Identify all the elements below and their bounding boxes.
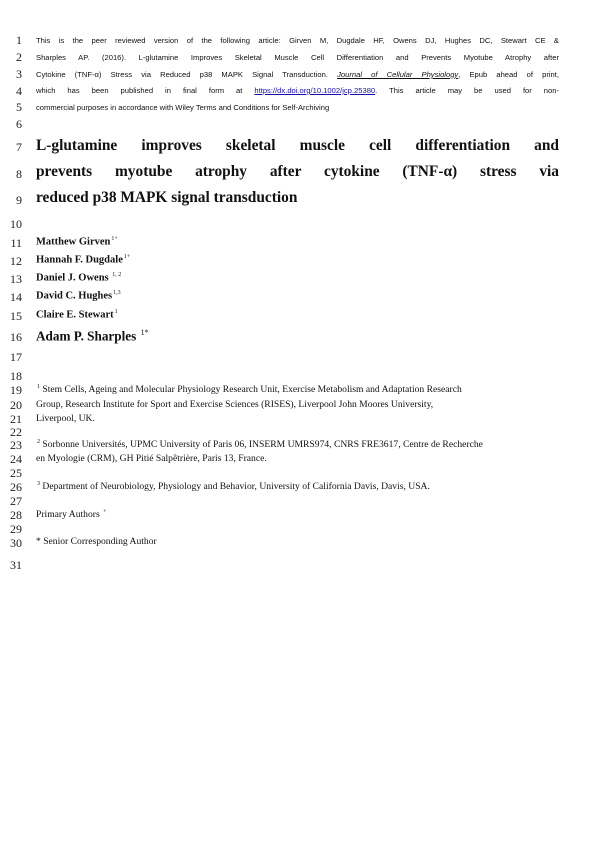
notice-line	[36, 70, 559, 79]
affiliation-line: en Myologie (CRM), GH Pitié Salpêtrière, Paris 13, France.	[36, 453, 267, 464]
author-entry	[36, 272, 559, 284]
author-name: Adam P. Sharples	[36, 328, 137, 344]
line-number: 11	[10, 236, 22, 250]
line-number: 10	[10, 217, 22, 231]
author-affiliation-mark: 1+	[123, 254, 131, 260]
line-number: 4	[16, 84, 22, 98]
author-name: Matthew Girven	[36, 236, 111, 248]
line-number: 12	[10, 254, 22, 268]
line-number: 29	[10, 522, 22, 536]
author-name: Hannah F. Dugdale	[36, 254, 123, 266]
author-entry	[36, 309, 559, 321]
line-number: 20	[10, 398, 22, 412]
affiliation-text: Stem Cells, Ageing and Molecular Physiology Research Unit, Exercise Metabolism and Adaptation Research	[42, 384, 462, 396]
line-number: 5	[16, 100, 22, 114]
notice-line	[36, 86, 559, 95]
line-number: 15	[10, 309, 22, 323]
line-number: 2	[16, 50, 22, 64]
notice-text: which has been published in final form at	[36, 86, 255, 95]
line-number: 19	[10, 383, 22, 397]
affiliation-line	[36, 481, 559, 492]
line-number: 21	[10, 412, 22, 426]
affiliation-text: Department of Neurobiology, Physiology and Behavior, University of California Davis, Davis, USA.	[42, 481, 430, 493]
author-entry	[36, 328, 559, 344]
author-name: David C. Hughes	[36, 290, 113, 302]
affiliation-line	[36, 384, 559, 395]
line-number: 1	[16, 33, 22, 47]
line-number: 24	[10, 452, 22, 466]
line-number: 8	[16, 167, 22, 181]
line-number: 13	[10, 272, 22, 286]
author-affiliation-mark: 1*	[140, 328, 149, 337]
line-number: 17	[10, 350, 22, 364]
line-number: 6	[16, 117, 22, 131]
notice-line: This is the peer reviewed version of the following article: Girven M, Dugdale HF, Owens DJ, Hughes DC, Stewart CE &	[36, 36, 559, 45]
author-affiliation-mark: 1+	[111, 236, 118, 242]
line-number: 3	[16, 67, 22, 81]
line-number: 31	[10, 558, 22, 572]
author-entry	[36, 290, 559, 302]
line-number: 7	[16, 140, 22, 154]
author-entry	[36, 236, 559, 248]
line-number: 23	[10, 438, 22, 452]
author-name: Daniel J. Owens	[36, 272, 109, 284]
line-number: 18	[10, 369, 22, 383]
line-number: 14	[10, 290, 22, 304]
notice-line: Sharples AP. (2016). L-glutamine Improves Skeletal Muscle Cell Differentiation and Prevents Myotube Atrophy after	[36, 53, 559, 62]
line-number: 25	[10, 466, 22, 480]
affiliation-number: 1	[37, 384, 40, 390]
author-name: Claire E. Stewart	[36, 309, 114, 321]
author-affiliation-mark: 1,3	[113, 290, 121, 296]
line-number: 22	[10, 425, 22, 439]
line-number: 26	[10, 480, 22, 494]
affiliation-line: Liverpool, UK.	[36, 413, 95, 424]
line-number: 30	[10, 536, 22, 550]
author-affiliation-mark: 1	[114, 309, 118, 315]
notice-line: commercial purposes in accordance with Wiley Terms and Conditions for Self-Archiving	[36, 103, 330, 112]
line-number: 28	[10, 508, 22, 522]
author-entry	[36, 254, 559, 266]
affiliation-line: Group, Research Institute for Sport and Exercise Sciences (RISES), Liverpool John Moores University,	[36, 399, 434, 410]
author-affiliation-mark: 1, 2	[112, 272, 122, 278]
affiliation-number: 2	[37, 439, 40, 445]
title-line: L-glutamine improves skeletal muscle cell differentiation and	[36, 137, 559, 154]
journal-link[interactable]: Journal of Cellular Physiology	[337, 70, 459, 79]
notice-text: . This article may be used for non-	[375, 86, 559, 95]
affiliation-number: 3	[37, 481, 40, 487]
notice-text: Cytokine (TNF-α) Stress via Reduced p38 MAPK Signal Transduction.	[36, 70, 338, 79]
line-number: 16	[10, 330, 22, 344]
affiliation-line	[36, 439, 559, 450]
affiliation-text: Sorbonne Universités, UPMC University of Paris 06, INSERM UMRS974, CNRS FRE3617, Centre de Recherche	[42, 439, 483, 451]
doi-link[interactable]: https://dx.doi.org/10.1002/jcp.25380	[254, 86, 376, 95]
primary-authors-note: Primary Authors +	[36, 509, 107, 521]
notice-text: , Epub ahead of print,	[458, 70, 559, 79]
title-line: prevents myotube atrophy after cytokine (TNF-α) stress via	[36, 163, 559, 180]
senior-author-note: * Senior Corresponding Author	[36, 536, 157, 547]
line-number: 27	[10, 494, 22, 508]
line-number: 9	[16, 193, 22, 207]
primary-authors-mark: +	[103, 509, 107, 515]
title-line: reduced p38 MAPK signal transduction	[36, 189, 298, 206]
